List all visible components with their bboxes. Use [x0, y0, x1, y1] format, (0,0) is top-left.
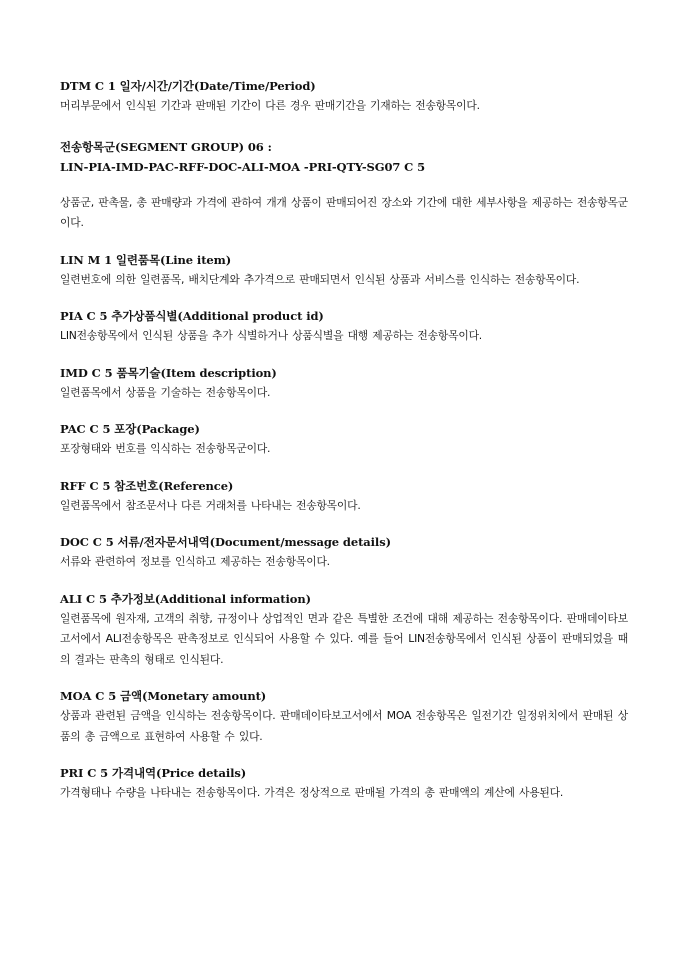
section-body: 포장형태와 번호를 익식하는 전송항목군이다.	[60, 442, 271, 455]
section-heading: RFF C 5 참조번호(Reference)	[60, 478, 234, 493]
section-heading: PAC C 5 포장(Package)	[60, 422, 200, 436]
section-ali	[60, 589, 628, 671]
section-dtm	[60, 76, 628, 117]
section-heading: PIA C 5 추가상품식별(Additional product id)	[60, 309, 324, 323]
section-body: 일련품목에서 참조문서나 다른 거래처를 나타내는 전송항목이다.	[60, 498, 361, 512]
section-heading: MOA C 5 금액(Monetary amount)	[60, 689, 267, 703]
section-pri	[60, 763, 628, 804]
section-body: 일련품목에 원자재, 고객의 취향, 규정이나 상업적인 면과 같은 특별한 조건에 대해 제공하는 전송항목이다. 판매데이타보고서에서 ALI전송항목은 판촉정보로 인식되어 사용할 수 있다. 예를 들어 LIN전송항목에서 인식된 상품이 판매되었을 때의 결과는 판촉의 형태로 인식된다.	[60, 611, 628, 666]
section-doc	[60, 532, 628, 573]
section-heading: IMD C 5 품목기술(Item description)	[60, 365, 277, 380]
section-pia	[60, 306, 628, 347]
section-body: 상품과 관련된 금액을 인식하는 전송항목이다. 판매데이타보고서에서 MOA 전송항목은 일전기간 일정위치에서 판매된 상품의 총 금액으로 표현하여 사용할 수 있다.	[60, 709, 628, 743]
section-body: 일련번호에 의한 일련품목, 배치단계와 추가격으로 판매되면서 인식된 상품과 서비스를 인식하는 전송항목이다.	[60, 272, 580, 286]
section-heading: DTM C 1 일자/시간/기간(Date/Time/Period)	[60, 79, 316, 93]
section-imd	[60, 363, 628, 404]
section-heading: DOC C 5 서류/전자문서내역(Document/message details)	[60, 535, 391, 549]
section-body: LIN전송항목에서 인식된 상품을 추가 식별하거나 상품식별을 대행 제공하는 전송항목이다.	[60, 329, 483, 342]
section-rff	[60, 476, 628, 517]
section-body: 머리부문에서 인식된 기간과 판매된 기간이 다른 경우 판매기간을 기재하는 전송항목이다.	[60, 99, 480, 112]
section-body: 가격형태나 수량을 나타내는 전송항목이다. 가격은 정상적으로 판매될 가격의 총 판매액의 계산에 사용된다.	[60, 786, 564, 799]
document-page	[60, 76, 628, 804]
section-moa	[60, 686, 628, 747]
section-lin	[60, 250, 628, 291]
section-heading-segment-list: LIN-PIA-IMD-PAC-RFF-DOC-ALI-MOA -PRI-QTY-SG07 C 5	[60, 159, 426, 174]
section-heading: ALI C 5 추가정보(Additional information)	[60, 591, 311, 606]
section-segment-group-06	[60, 137, 628, 234]
section-body: 서류와 관련하여 정보를 인식하고 제공하는 전송항목이다.	[60, 555, 330, 568]
section-heading: LIN M 1 일련품목(Line item)	[60, 252, 232, 267]
section-pac	[60, 419, 628, 460]
section-body: 상품군, 판촉물, 총 판매량과 가격에 관하여 개개 상품이 판매되어진 장소와 기간에 대한 세부사항을 제공하는 전송항목군이다.	[60, 195, 628, 229]
section-heading: PRI C 5 가격내역(Price details)	[60, 766, 247, 780]
section-body: 일련품목에서 상품을 기술하는 전송항목이다.	[60, 385, 271, 399]
section-heading: 전송항목군(SEGMENT GROUP) 06 :	[60, 139, 272, 154]
